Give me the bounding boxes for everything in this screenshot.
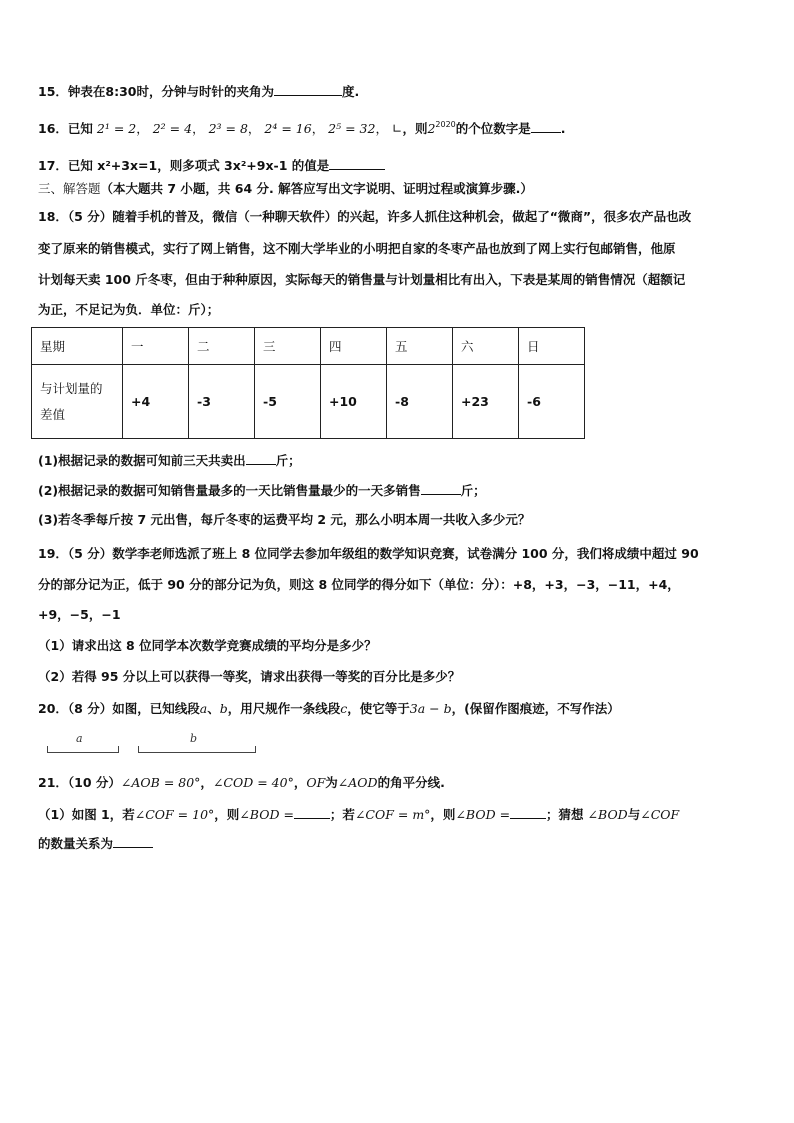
ellipsis: ∟ xyxy=(391,121,403,136)
question-text: 已知 xyxy=(67,121,93,136)
question-text: 的个位数字是 xyxy=(455,121,531,136)
question-18-sub-2 xyxy=(38,481,486,500)
question-19-line-1 xyxy=(38,545,699,563)
table-value-cell: +23 xyxy=(453,365,519,439)
table-value-cell: -5 xyxy=(255,365,321,439)
angle-cod: ∠COD = 40° xyxy=(212,775,294,790)
table-day-cell: 二 xyxy=(189,328,255,365)
question-text: 随着手机的普及，微信（一种聊天软件）的兴起，许多人抓住这种机会，做起了“微商”，很多农产品也改 xyxy=(112,209,692,224)
table-value-cell: +4 xyxy=(123,365,189,439)
row-header-line: 与计划量的 xyxy=(40,380,103,396)
table-day-cell: 五 xyxy=(387,328,453,365)
angle-bod: ∠BOD = xyxy=(455,807,511,822)
question-score: （10 分） xyxy=(67,775,121,790)
answer-blank[interactable] xyxy=(294,805,330,819)
answer-blank[interactable] xyxy=(274,82,342,96)
table-day-cell: 六 xyxy=(453,328,519,365)
sub-question-text: (2)根据记录的数据可知销售量最多的一天比销售量最少的一天多销售 xyxy=(38,483,421,498)
sub-question-text: 的数量关系为 xyxy=(38,836,114,851)
question-text: ，使它等于 xyxy=(347,701,410,716)
question-17 xyxy=(38,156,385,175)
question-number: 19． xyxy=(38,546,68,561)
question-text: 的角平分线. xyxy=(377,775,445,790)
question-score: （5 分） xyxy=(67,209,113,224)
question-18-line-1 xyxy=(38,208,691,226)
table-row xyxy=(32,365,585,439)
segment-b xyxy=(138,746,256,753)
question-18-line-4: 为正，不足记为负．单位：斤）； xyxy=(38,302,220,317)
table-value-cell: -6 xyxy=(519,365,585,439)
variable-c: c xyxy=(340,701,348,716)
angle-aob: ∠AOB = 80° xyxy=(120,775,201,790)
question-score: （8 分） xyxy=(67,701,113,716)
answer-blank[interactable] xyxy=(531,119,561,133)
math-expression: 3a − b xyxy=(409,701,452,716)
power-base: 2 xyxy=(427,121,436,136)
question-text: 如图，已知线段 xyxy=(112,701,200,716)
segment-b-label: b xyxy=(190,732,198,745)
table-value-cell: -8 xyxy=(387,365,453,439)
angle-bod: ∠BOD = xyxy=(239,807,294,822)
table-day-cell: 四 xyxy=(321,328,387,365)
segment-a xyxy=(47,746,119,753)
sub-question-tail: 斤； xyxy=(275,453,301,468)
question-15 xyxy=(38,82,359,101)
question-text: 钟表在8:30时，分钟与时针的夹角为 xyxy=(67,84,274,99)
sub-question-text: ；猜想 xyxy=(546,807,584,822)
sub-question-tail: 斤； xyxy=(460,483,486,498)
sub-question-text: ，则 xyxy=(430,807,456,822)
question-number: 20． xyxy=(38,701,68,716)
variable-b: b xyxy=(219,701,228,716)
segment-a-label: a xyxy=(76,732,83,745)
question-text: ，则 xyxy=(402,121,428,136)
power-item: 2⁵ = 32 xyxy=(328,121,376,136)
question-number: 17． xyxy=(38,158,68,173)
question-19-sub-1: （1）请求出这 8 位同学本次数学竞赛成绩的平均分是多少？ xyxy=(38,638,377,653)
angle-bod: ∠BOD xyxy=(587,807,628,822)
row-header-line: 差值 xyxy=(40,406,66,422)
question-tail: 度. xyxy=(342,84,360,99)
question-text: 已知 x²+3x=1，则多项式 3x²+9x-1 的值是 xyxy=(67,158,330,173)
angle-cof: ∠COF = m° xyxy=(354,807,431,822)
ray-of: OF xyxy=(306,775,326,790)
question-text: ，(保留作图痕迹，不写作法） xyxy=(451,701,620,716)
question-number: 16． xyxy=(38,121,68,136)
sales-table xyxy=(31,327,585,439)
table-header-cell: 星期 xyxy=(32,328,123,365)
sub-question-text: (1)根据记录的数据可知前三天共卖出 xyxy=(38,453,246,468)
question-18-sub-1 xyxy=(38,451,301,470)
question-18-line-2: 变了原来的销售模式，实行了网上销售，这不刚大学毕业的小明把自家的冬枣产品也放到了网上实行包邮销售，他原 xyxy=(38,241,676,256)
question-number: 18． xyxy=(38,209,68,224)
question-16: 16．已知 2¹ = 2， 2² = 4， 2³ = 8， 2⁴ = 16， 2⁵ = 32， ∟，则$2^{2020}$的个位数字是 . xyxy=(38,120,566,136)
angle-aod: ∠AOD xyxy=(337,775,378,790)
table-row xyxy=(32,328,585,365)
answer-blank[interactable] xyxy=(113,834,153,848)
answer-blank[interactable] xyxy=(246,451,276,465)
question-text: 为 xyxy=(325,775,338,790)
variable-a: a xyxy=(199,701,208,716)
table-day-cell: 三 xyxy=(255,328,321,365)
question-21 xyxy=(38,774,445,792)
question-20 xyxy=(38,700,620,718)
sub-question-text: ；若 xyxy=(329,807,355,822)
sub-question-text: （1）如图 1，若 xyxy=(38,807,135,822)
question-text: ，用尺规作一条线段 xyxy=(227,701,341,716)
section-heading xyxy=(38,180,533,198)
question-tail: . xyxy=(560,121,566,136)
power-item: 2⁴ = 16 xyxy=(264,121,312,136)
angle-cof: ∠COF xyxy=(640,807,680,822)
question-score: （5 分） xyxy=(67,546,113,561)
power-item: 2³ = 8 xyxy=(208,121,248,136)
question-18-line-3: 计划每天卖 100 斤冬枣，但由于种种原因，实际每天的销售量与计划量相比有出入，下表是某周的销售情况（超额记 xyxy=(38,272,686,287)
table-day-cell: 一 xyxy=(123,328,189,365)
answer-blank[interactable] xyxy=(329,156,385,170)
power-exponent: 2020 xyxy=(435,120,456,129)
separator: ， xyxy=(293,775,307,790)
answer-blank[interactable] xyxy=(510,805,546,819)
table-day-cell: 日 xyxy=(519,328,585,365)
question-21-sub-1 xyxy=(38,805,679,824)
question-19-line-3: +9，−5，−1 xyxy=(38,607,121,622)
angle-cof: ∠COF = 10° xyxy=(134,807,215,822)
separator: ， xyxy=(200,775,213,790)
question-19-sub-2: （2）若得 95 分以上可以获得一等奖，请求出获得一等奖的百分比是多少？ xyxy=(38,669,461,684)
question-21-sub-1-cont xyxy=(38,834,153,853)
power-item: 2² = 4 xyxy=(152,121,193,136)
question-18-sub-3: (3)若冬季每斤按 7 元出售，每斤冬枣的运费平均 2 元，那么小明本周一共收入多少元？ xyxy=(38,512,531,527)
answer-blank[interactable] xyxy=(421,481,461,495)
section-note: （本大题共 7 小题，共 64 分. 解答应写出文字说明、证明过程或演算步骤.） xyxy=(100,181,533,196)
question-number: 21． xyxy=(38,775,68,790)
table-value-cell: -3 xyxy=(189,365,255,439)
separator: 、 xyxy=(207,701,220,716)
power-item: 2¹ = 2 xyxy=(96,121,137,136)
table-header-cell xyxy=(32,365,123,439)
section-title: 三、解答题 xyxy=(38,181,101,196)
question-number: 15． xyxy=(38,84,68,99)
question-19-line-2: 分的部分记为正，低于 90 分的部分记为负，则这 8 位同学的得分如下（单位：分）：+8，+3，−3，−11，+4， xyxy=(38,577,680,592)
table-value-cell: +10 xyxy=(321,365,387,439)
sub-question-text: 与 xyxy=(627,807,641,822)
question-text: 数学李老师选派了班上 8 位同学去参加年级组的数学知识竞赛，试卷满分 100 分，我们将成绩中超过 90 xyxy=(112,546,699,561)
sub-question-text: ，则 xyxy=(214,807,240,822)
